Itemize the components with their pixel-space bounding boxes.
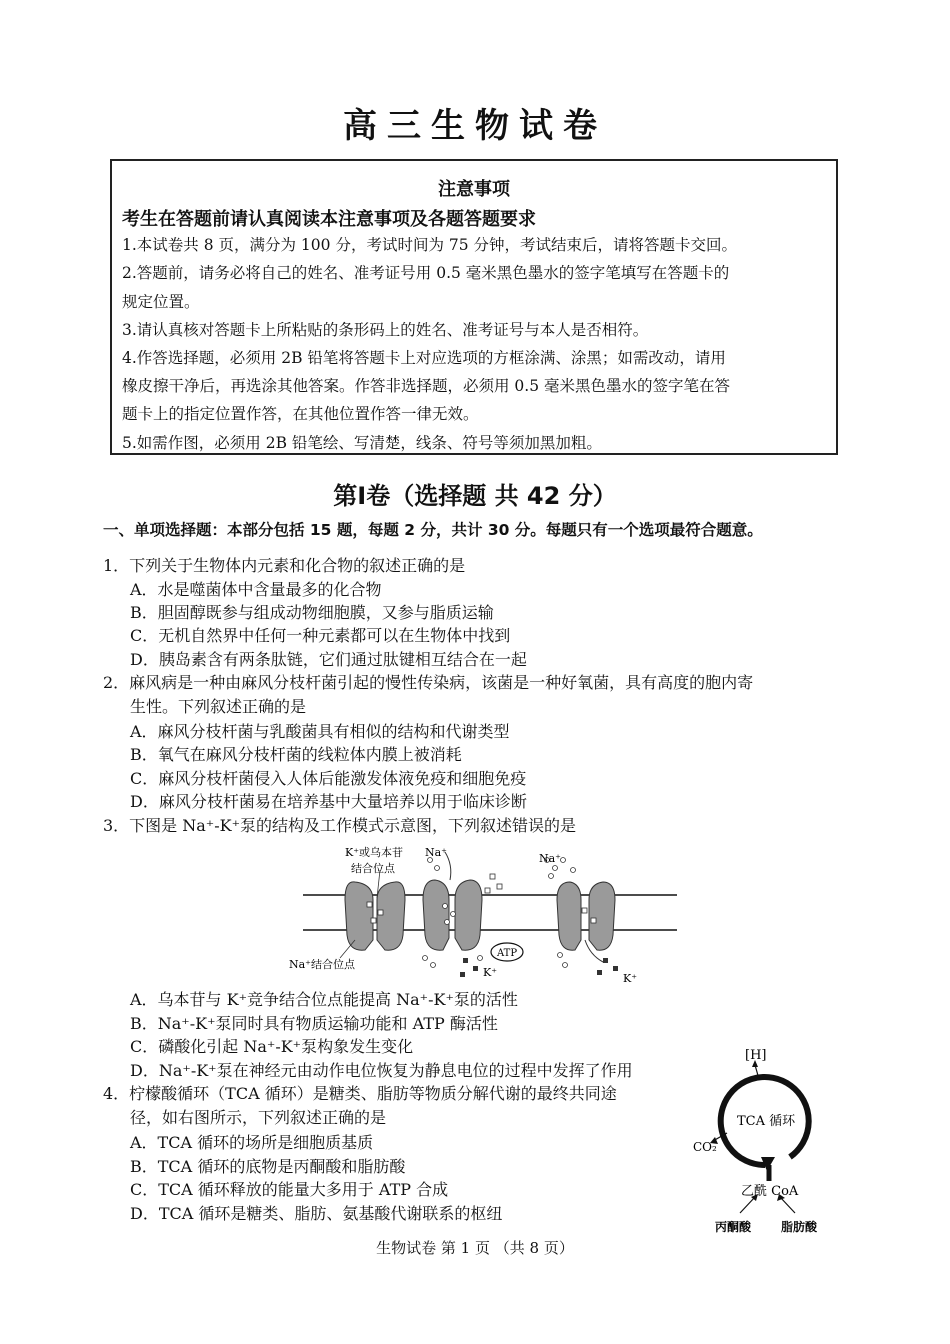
notice-box xyxy=(110,159,838,455)
notice-line: 题卡上的指定位置作答，在其他位置作答一律无效。 xyxy=(122,405,479,423)
label-tca-cycle: TCA 循环 xyxy=(737,1114,796,1129)
question-3-option-a: A．乌本苷与 K⁺竞争结合位点能提高 Na⁺-K⁺泵的活性 xyxy=(130,990,518,1009)
label-na-2: Na⁺ xyxy=(539,852,561,865)
notice-line: 3.请认真核对答题卡上所粘贴的条形码上的姓名、准考证号与本人是否相符。 xyxy=(122,321,649,339)
question-2-stem: 2．麻风病是一种由麻风分枝杆菌引起的慢性传染病，该菌是一种好氧菌，具有高度的胞内寄 xyxy=(103,673,754,692)
question-2-option-c: C．麻风分枝杆菌侵入人体后能激发体液免疫和细胞免疫 xyxy=(130,769,527,788)
question-3-option-d: D．Na⁺-K⁺泵在神经元由动作电位恢复为静息电位的过程中发挥了作用 xyxy=(130,1061,633,1080)
section-instruction: 一、单项选择题：本部分包括 15 题，每题 2 分，共计 30 分。每题只有一个选项最符合题意。 xyxy=(103,521,763,539)
question-1-option-b: B．胆固醇既参与组成动物细胞膜，又参与脂质运输 xyxy=(130,603,494,622)
question-1-stem: 1．下列关于生物体内元素和化合物的叙述正确的是 xyxy=(103,556,466,575)
question-2-stem-cont: 生性。下列叙述正确的是 xyxy=(130,697,307,716)
notice-line: 4.作答选择题，必须用 2B 铅笔将答题卡上对应选项的方框涂满、涂黑；如需改动，请用 xyxy=(122,349,726,367)
label-pyruvate: 丙酮酸 xyxy=(715,1220,752,1234)
label-na-site: Na⁺结合位点 xyxy=(289,958,355,971)
question-4-option-a: A．TCA 循环的场所是细胞质基质 xyxy=(130,1133,374,1152)
notice-title: 注意事项 xyxy=(438,179,510,200)
section-title: 第Ⅰ卷（选择题 共 42 分） xyxy=(333,482,617,510)
label-co2: CO₂ xyxy=(693,1140,717,1154)
notice-line: 1.本试卷共 8 页，满分为 100 分，考试时间为 75 分钟，考试结束后，请将答题卡交回。 xyxy=(122,236,738,254)
notice-line: 5.如需作图，必须用 2B 铅笔绘、写清楚，线条、符号等须加黑加粗。 xyxy=(122,434,602,452)
question-4-option-d: D．TCA 循环是糖类、脂肪、氨基酸代谢联系的枢纽 xyxy=(130,1204,503,1223)
label-fatty-acid: 脂肪酸 xyxy=(781,1220,818,1234)
question-4-stem: 4．柠檬酸循环（TCA 循环）是糖类、脂肪等物质分解代谢的最终共同途 xyxy=(103,1084,617,1103)
label-k-site-line-1: K⁺或乌本苷 xyxy=(345,846,404,859)
question-2-option-b: B．氧气在麻风分枝杆菌的线粒体内膜上被消耗 xyxy=(130,745,462,764)
question-2-option-d: D．麻风分枝杆菌易在培养基中大量培养以用于临床诊断 xyxy=(130,792,527,811)
label-k-1: K⁺ xyxy=(483,966,498,979)
question-4-option-c: C．TCA 循环释放的能量大多用于 ATP 合成 xyxy=(130,1180,449,1199)
label-acetyl-coa: 乙酰 CoA xyxy=(741,1184,799,1199)
label-h: [H] xyxy=(745,1048,767,1063)
page-title: 高三生物试卷 xyxy=(343,106,607,146)
na-k-pump-figure xyxy=(285,840,685,990)
pump-state-2 xyxy=(423,852,483,968)
label-na-1: Na⁺ xyxy=(425,846,447,859)
notice-line: 2.答题前，请务必将自己的姓名、准考证号用 0.5 毫米黑色墨水的签字笔填写在答题卡的 xyxy=(122,264,730,282)
notice-subtitle: 考生在答题前请认真阅读本注意事项及各题答题要求 xyxy=(122,209,536,230)
question-3-option-b: B．Na⁺-K⁺泵同时具有物质运输功能和 ATP 酶活性 xyxy=(130,1014,498,1033)
notice-line: 规定位置。 xyxy=(122,293,200,311)
question-1-option-c: C．无机自然界中任何一种元素都可以在生物体中找到 xyxy=(130,626,511,645)
question-1-option-a: A．水是噬菌体中含量最多的化合物 xyxy=(130,580,382,599)
pump-state-1 xyxy=(340,870,405,958)
label-atp: ATP xyxy=(497,948,518,959)
label-k-2: K⁺ xyxy=(623,972,638,985)
question-2-option-a: A．麻风分枝杆菌与乳酸菌具有相似的结构和代谢类型 xyxy=(130,722,510,741)
question-3-option-c: C．磷酸化引起 Na⁺-K⁺泵构象发生变化 xyxy=(130,1037,414,1056)
question-3-stem: 3．下图是 Na⁺-K⁺泵的结构及工作模式示意图，下列叙述错误的是 xyxy=(103,816,577,835)
question-1-option-d: D．胰岛素含有两条肽链，它们通过肽键相互结合在一起 xyxy=(130,650,527,669)
tca-cycle-figure xyxy=(685,1045,845,1240)
page-footer: 生物试卷 第 1 页 （共 8 页） xyxy=(376,1239,574,1257)
pump-state-3 xyxy=(545,858,619,976)
label-k-site-line-2: 结合位点 xyxy=(351,862,395,875)
question-4-stem-cont: 径，如右图所示，下列叙述正确的是 xyxy=(130,1108,387,1127)
question-4-option-b: B．TCA 循环的底物是丙酮酸和脂肪酸 xyxy=(130,1157,406,1176)
notice-line: 橡皮擦干净后，再选涂其他答案。作答非选择题，必须用 0.5 毫米黑色墨水的签字笔在答 xyxy=(122,377,731,395)
